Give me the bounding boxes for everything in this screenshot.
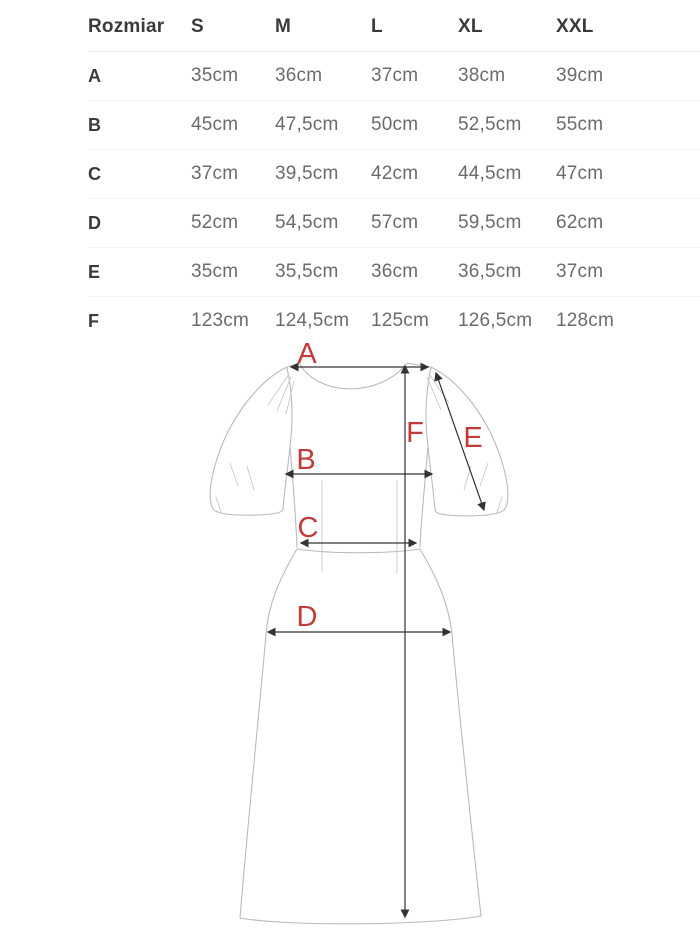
- measurement-cell: 35,5cm: [275, 261, 339, 282]
- measurement-cell: 59,5cm: [458, 212, 522, 233]
- measurement-cell: 44,5cm: [458, 163, 522, 184]
- fold-sleeve-left-1: [230, 463, 238, 486]
- measurement-cell: 52cm: [191, 212, 239, 233]
- measurement-cell: 47cm: [556, 163, 604, 184]
- row-label: A: [88, 65, 101, 86]
- measurement-cell: 36cm: [275, 65, 323, 86]
- sleeve-right-inner: [428, 446, 435, 510]
- fold-sleeve-right-1: [480, 463, 488, 486]
- label-e: E: [463, 422, 483, 454]
- fold-sleeve-left-2: [247, 466, 254, 490]
- sleeve-left-outer: [210, 367, 287, 515]
- waist-seam: [297, 549, 420, 553]
- measurement-cell: 47,5cm: [275, 114, 339, 135]
- measurement-cell: 37cm: [191, 163, 239, 184]
- measurement-cell: 35cm: [191, 261, 239, 282]
- header-size-s: S: [191, 16, 204, 37]
- header-size-l: L: [371, 16, 383, 37]
- row-label: D: [88, 212, 101, 233]
- header-size-m: M: [275, 16, 292, 37]
- measurement-cell: 123cm: [191, 310, 250, 331]
- sleeve-left-inner: [283, 446, 290, 509]
- measurement-cell: 39cm: [556, 65, 604, 86]
- row-label: F: [88, 310, 99, 331]
- skirt-side-right: [420, 549, 481, 916]
- measurement-cell: 128cm: [556, 310, 615, 331]
- measurement-cell: 62cm: [556, 212, 604, 233]
- measurement-cell: 54,5cm: [275, 212, 339, 233]
- row-label: B: [88, 114, 101, 135]
- measurement-cell: 125cm: [371, 310, 430, 331]
- measurement-cell: 38cm: [458, 65, 506, 86]
- label-b: B: [296, 444, 316, 476]
- measurement-cell: 126,5cm: [458, 310, 533, 331]
- measurement-cell: 36,5cm: [458, 261, 522, 282]
- fold-sleeve-left-3: [216, 497, 221, 512]
- header-size-xxl: XXL: [556, 16, 594, 37]
- measurement-cell: 37cm: [371, 65, 419, 86]
- measurement-cell: 45cm: [191, 114, 239, 135]
- measurement-cell: 36cm: [371, 261, 419, 282]
- bodice-side-right: [420, 446, 428, 547]
- hem-line: [240, 916, 481, 924]
- header-size-xl: XL: [458, 16, 483, 37]
- row-label: E: [88, 261, 101, 282]
- measurement-cell: 35cm: [191, 65, 239, 86]
- measurement-labels: [296, 338, 482, 633]
- measurement-cell: 50cm: [371, 114, 419, 135]
- label-f: F: [406, 417, 424, 449]
- row-label: C: [88, 163, 101, 184]
- label-d: D: [296, 601, 318, 633]
- measurement-cell: 124,5cm: [275, 310, 350, 331]
- header-rozmiar: Rozmiar: [88, 16, 165, 37]
- fold-sleeve-right-3: [497, 497, 502, 512]
- measurement-cell: 37cm: [556, 261, 604, 282]
- measurement-cell: 55cm: [556, 114, 604, 135]
- label-a: A: [297, 338, 317, 370]
- measurement-cell: 42cm: [371, 163, 419, 184]
- skirt-side-left: [240, 549, 297, 918]
- measurement-cell: 39,5cm: [275, 163, 339, 184]
- measurement-cell: 52,5cm: [458, 114, 522, 135]
- label-c: C: [297, 512, 319, 544]
- measurement-cell: 57cm: [371, 212, 419, 233]
